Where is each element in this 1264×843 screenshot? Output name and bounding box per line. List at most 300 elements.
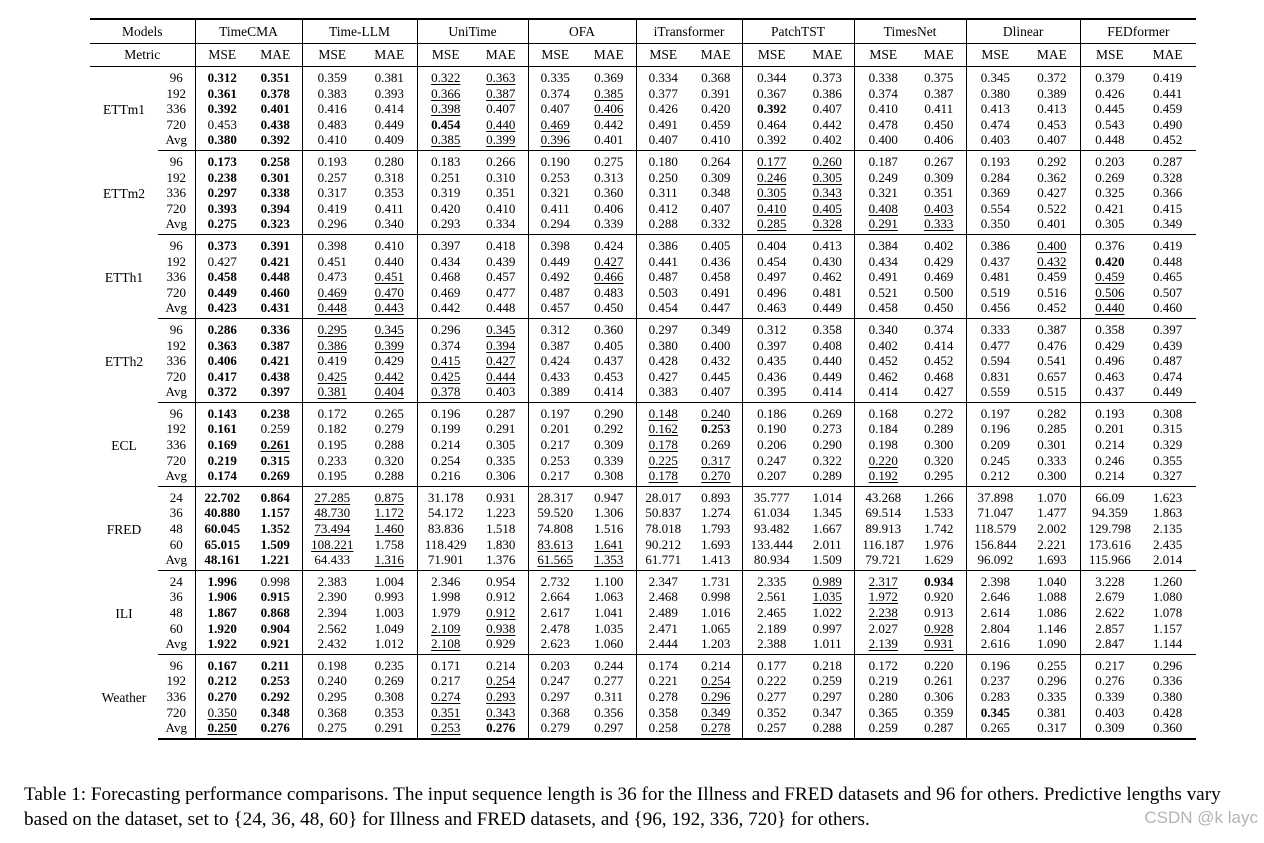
mse-cell <box>742 185 801 201</box>
mae-cell <box>582 353 636 369</box>
mse-cell <box>854 468 912 486</box>
cell-value: 0.410 <box>868 101 898 117</box>
mse-cell <box>528 720 582 739</box>
mse-cell <box>195 353 249 369</box>
cell-value: 0.311 <box>594 688 624 704</box>
mse-cell <box>966 86 1024 102</box>
mse-cell <box>854 86 912 102</box>
cell-value: 0.469 <box>317 284 347 300</box>
cell-value: 0.404 <box>374 384 404 400</box>
cell-value: 1.080 <box>1152 589 1183 605</box>
cell-value: 1.157 <box>1152 620 1183 636</box>
mae-cell <box>690 486 742 505</box>
mae-cell <box>582 201 636 217</box>
mse-cell <box>966 589 1024 605</box>
mae-cell <box>1024 201 1080 217</box>
cell-value: 0.912 <box>486 605 516 620</box>
mae-cell <box>249 269 302 285</box>
cell-value: 0.196 <box>980 657 1010 673</box>
cell-value: 0.521 <box>868 284 898 300</box>
cell-value: 1.004 <box>374 573 404 589</box>
mae-cell <box>801 285 854 301</box>
cell-value: 0.391 <box>260 237 290 253</box>
cell-value: 0.296 <box>431 321 461 337</box>
cell-value: 1.906 <box>207 589 237 605</box>
dataset-group-etth1 <box>90 234 1196 318</box>
cell-value: 0.198 <box>868 437 898 453</box>
mae-cell <box>912 318 966 337</box>
mae-cell <box>474 689 528 705</box>
cell-value: 0.168 <box>868 405 898 421</box>
mse-cell <box>854 101 912 117</box>
cell-value: 0.238 <box>260 405 290 421</box>
mse-cell <box>528 437 582 453</box>
cell-value: 0.199 <box>431 421 461 437</box>
mae-cell <box>582 216 636 234</box>
cell-value: 0.448 <box>317 300 347 316</box>
mae-cell <box>801 132 854 150</box>
mse-cell <box>528 468 582 486</box>
mae-cell <box>362 654 417 673</box>
cell-value: 0.327 <box>1152 468 1183 484</box>
cell-value: 0.280 <box>374 153 404 169</box>
cell-value: 0.306 <box>924 688 954 704</box>
cell-value: 0.418 <box>486 237 516 253</box>
cell-value: 0.369 <box>980 185 1010 201</box>
mse-cell <box>636 552 690 570</box>
cell-value: 0.386 <box>317 337 347 353</box>
cell-value: 40.880 <box>204 505 241 521</box>
horizon-label: 24 <box>158 570 195 589</box>
mae-cell <box>912 453 966 469</box>
header-row-metrics <box>90 44 1196 67</box>
dataset-group-ettm1 <box>90 67 1196 151</box>
mse-cell <box>302 468 362 486</box>
mae-cell <box>249 150 302 169</box>
cell-value: 0.276 <box>486 720 516 736</box>
cell-value: 0.392 <box>757 132 787 148</box>
mae-cell <box>474 720 528 739</box>
cell-value: 0.280 <box>868 688 898 704</box>
mse-cell <box>417 654 474 673</box>
results-table-container <box>90 18 1196 740</box>
mae-cell <box>801 505 854 521</box>
mse-cell <box>854 437 912 453</box>
cell-value: 0.407 <box>486 101 516 117</box>
dataset-label: ETTh1 <box>104 270 144 286</box>
cell-value: 0.429 <box>374 353 404 369</box>
mae-cell <box>690 505 742 521</box>
cell-value: 1.920 <box>207 620 237 636</box>
mse-cell <box>1080 505 1139 521</box>
mae-cell <box>474 185 528 201</box>
mae-cell <box>1024 486 1080 505</box>
cell-value: 0.413 <box>812 237 842 253</box>
cell-value: 0.297 <box>648 321 678 337</box>
mse-cell <box>417 234 474 253</box>
cell-value: 0.412 <box>648 200 678 216</box>
cell-value: 0.474 <box>1152 368 1183 384</box>
mae-cell <box>362 521 417 537</box>
mse-cell <box>966 570 1024 589</box>
model-header-fedformer: FEDformer <box>1080 19 1196 44</box>
cell-value: 2.489 <box>648 605 678 620</box>
cell-value: 0.300 <box>924 437 954 453</box>
cell-value: 0.225 <box>648 452 678 468</box>
cell-value: 59.520 <box>537 505 574 521</box>
table-row <box>90 570 1196 589</box>
cell-value: 0.339 <box>1095 688 1125 704</box>
mae-cell <box>912 486 966 505</box>
cell-value: 1.922 <box>207 636 237 652</box>
cell-value: 0.375 <box>924 70 954 85</box>
table-row <box>90 421 1196 437</box>
cell-value: 0.308 <box>374 688 404 704</box>
cell-value: 0.284 <box>980 169 1010 185</box>
cell-value: 0.411 <box>540 200 570 216</box>
mae-cell <box>362 300 417 318</box>
cell-value: 1.157 <box>260 505 290 521</box>
mse-cell <box>302 369 362 385</box>
mae-cell <box>690 86 742 102</box>
cell-value: 0.278 <box>648 688 678 704</box>
cell-value: 0.414 <box>924 337 954 353</box>
cell-value: 78.018 <box>645 521 682 537</box>
mae-cell <box>474 353 528 369</box>
mse-cell <box>742 269 801 285</box>
horizon-label: Avg <box>158 216 195 234</box>
mae-cell <box>801 673 854 689</box>
mae-cell <box>249 621 302 637</box>
cell-value: 0.438 <box>260 368 290 384</box>
cell-value: 0.395 <box>757 384 787 400</box>
cell-value: 0.247 <box>757 452 787 468</box>
cell-value: 0.875 <box>374 489 404 505</box>
cell-value: 0.269 <box>374 673 404 689</box>
mae-cell <box>474 421 528 437</box>
metric-mse-header: MSE <box>417 44 474 67</box>
cell-value: 0.425 <box>431 368 461 384</box>
cell-value: 0.399 <box>486 132 516 148</box>
cell-value: 0.360 <box>594 321 624 337</box>
model-header-itransformer: iTransformer <box>636 19 742 44</box>
mse-cell <box>195 537 249 553</box>
cell-value: 0.306 <box>486 468 516 484</box>
mse-cell <box>966 453 1024 469</box>
cell-value: 0.379 <box>1095 70 1125 85</box>
mae-cell <box>801 636 854 654</box>
cell-value: 0.381 <box>1037 704 1067 720</box>
cell-value: 0.487 <box>1152 353 1183 369</box>
cell-value: 0.367 <box>757 85 787 101</box>
cell-value: 0.439 <box>486 253 516 269</box>
mae-cell <box>1024 570 1080 589</box>
mse-cell <box>636 338 690 354</box>
cell-value: 0.338 <box>260 185 290 201</box>
mse-cell <box>302 705 362 721</box>
cell-value: 0.437 <box>1095 384 1125 400</box>
mae-cell <box>1139 689 1196 705</box>
cell-value: 94.359 <box>1091 505 1128 521</box>
cell-value: 0.285 <box>1037 421 1067 437</box>
table-row <box>90 621 1196 637</box>
cell-value: 0.400 <box>701 337 731 353</box>
mae-cell <box>690 269 742 285</box>
table-row <box>90 486 1196 505</box>
mse-cell <box>302 201 362 217</box>
cell-value: 0.407 <box>540 101 570 117</box>
mse-cell <box>195 254 249 270</box>
cell-value: 0.410 <box>757 200 787 216</box>
cell-value: 0.442 <box>431 300 461 316</box>
metric-mae-header: MAE <box>801 44 854 67</box>
mse-cell <box>528 486 582 505</box>
mse-cell <box>854 589 912 605</box>
mae-cell <box>362 86 417 102</box>
cell-value: 1.260 <box>1152 573 1183 589</box>
cell-value: 0.259 <box>260 421 290 437</box>
cell-value: 1.742 <box>924 521 954 537</box>
cell-value: 0.214 <box>486 657 516 673</box>
cell-value: 1.345 <box>812 505 842 521</box>
cell-value: 116.187 <box>862 536 905 552</box>
mse-cell <box>195 705 249 721</box>
cell-value: 0.321 <box>868 185 898 201</box>
cell-value: 0.426 <box>1095 85 1125 101</box>
mse-cell <box>195 117 249 133</box>
table-row <box>90 705 1196 721</box>
mse-cell <box>195 453 249 469</box>
cell-value: 0.272 <box>924 405 954 421</box>
cell-value: 90.212 <box>645 536 682 552</box>
cell-value: 0.320 <box>924 452 954 468</box>
cell-value: 0.206 <box>757 437 787 453</box>
mae-cell <box>1139 201 1196 217</box>
cell-value: 0.312 <box>757 321 787 337</box>
cell-value: 0.190 <box>540 153 570 169</box>
cell-value: 0.291 <box>486 421 516 437</box>
mae-cell <box>249 402 302 421</box>
mae-cell <box>474 269 528 285</box>
mae-cell <box>912 300 966 318</box>
table-row <box>90 101 1196 117</box>
horizon-label: 60 <box>158 621 195 637</box>
horizon-label: Avg <box>158 720 195 739</box>
mae-cell <box>1024 269 1080 285</box>
cell-value: 0.387 <box>486 85 516 101</box>
cell-value: 0.442 <box>594 116 624 132</box>
cell-value: 0.380 <box>207 132 237 148</box>
cell-value: 0.421 <box>260 253 290 269</box>
cell-value: 0.312 <box>540 321 570 337</box>
mse-cell <box>1080 402 1139 421</box>
cell-value: 0.459 <box>1095 269 1125 285</box>
mse-cell <box>966 117 1024 133</box>
cell-value: 1.376 <box>486 552 516 568</box>
cell-value: 0.214 <box>1095 437 1125 453</box>
mse-cell <box>636 201 690 217</box>
mae-cell <box>690 132 742 150</box>
cell-value: 0.483 <box>594 284 624 300</box>
cell-value: 1.060 <box>594 636 624 652</box>
mse-cell <box>302 234 362 253</box>
cell-value: 0.491 <box>701 284 731 300</box>
mae-cell <box>1139 654 1196 673</box>
mse-cell <box>854 132 912 150</box>
cell-value: 129.798 <box>1088 521 1131 537</box>
mae-cell <box>801 402 854 421</box>
cell-value: 48.161 <box>204 552 241 568</box>
mse-cell <box>854 605 912 621</box>
cell-value: 1.667 <box>812 521 842 537</box>
mse-cell <box>742 369 801 385</box>
cell-value: 0.177 <box>757 657 787 673</box>
mae-cell <box>690 318 742 337</box>
cell-value: 79.721 <box>865 552 902 568</box>
cell-value: 2.478 <box>540 620 570 636</box>
mse-cell <box>528 673 582 689</box>
mae-cell <box>690 453 742 469</box>
cell-value: 0.398 <box>431 101 461 117</box>
mse-cell <box>854 421 912 437</box>
mae-cell <box>249 486 302 505</box>
cell-value: 0.380 <box>648 337 678 353</box>
mse-cell <box>302 589 362 605</box>
metric-mae-header: MAE <box>362 44 417 67</box>
mse-cell <box>528 285 582 301</box>
cell-value: 0.415 <box>1152 200 1183 216</box>
mae-cell <box>362 170 417 186</box>
cell-value: 0.355 <box>1152 452 1183 468</box>
mse-cell <box>742 570 801 589</box>
mse-cell <box>966 67 1024 86</box>
horizon-label: 60 <box>158 537 195 553</box>
mae-cell <box>912 589 966 605</box>
cell-value: 1.022 <box>812 605 842 620</box>
mae-cell <box>582 486 636 505</box>
mse-cell <box>417 353 474 369</box>
mse-cell <box>966 537 1024 553</box>
mae-cell <box>690 468 742 486</box>
cell-value: 1.830 <box>486 536 516 552</box>
mae-cell <box>690 216 742 234</box>
mse-cell <box>636 505 690 521</box>
cell-value: 0.245 <box>980 452 1010 468</box>
cell-value: 0.402 <box>924 237 954 253</box>
mae-cell <box>474 605 528 621</box>
cell-value: 0.989 <box>812 573 842 589</box>
mse-cell <box>417 673 474 689</box>
cell-value: 0.998 <box>701 589 731 605</box>
cell-value: 2.398 <box>980 573 1010 589</box>
mse-cell <box>195 132 249 150</box>
cell-value: 0.445 <box>1095 101 1125 117</box>
cell-value: 0.294 <box>540 216 570 232</box>
mae-cell <box>249 254 302 270</box>
horizon-label: 96 <box>158 654 195 673</box>
cell-value: 0.491 <box>648 116 678 132</box>
cell-value: 108.221 <box>311 536 354 552</box>
mse-cell <box>636 216 690 234</box>
mse-cell <box>854 254 912 270</box>
horizon-label: Avg <box>158 300 195 318</box>
mse-cell <box>302 605 362 621</box>
cell-value: 1.316 <box>374 552 404 568</box>
table-row <box>90 353 1196 369</box>
cell-value: 2.732 <box>540 573 570 589</box>
mae-cell <box>249 589 302 605</box>
cell-value: 0.383 <box>317 85 347 101</box>
cell-value: 1.035 <box>594 620 624 636</box>
metric-mse-header: MSE <box>302 44 362 67</box>
cell-value: 89.913 <box>865 521 902 537</box>
dataset-group-ettm2 <box>90 150 1196 234</box>
cell-value: 0.400 <box>1037 237 1067 253</box>
cell-value: 0.430 <box>812 253 842 269</box>
cell-value: 0.458 <box>868 300 898 316</box>
cell-value: 0.406 <box>924 132 954 148</box>
cell-value: 118.429 <box>424 536 467 552</box>
mae-cell <box>362 552 417 570</box>
cell-value: 0.287 <box>486 405 516 421</box>
horizon-label: 96 <box>158 234 195 253</box>
cell-value: 0.257 <box>757 720 787 736</box>
cell-value: 71.901 <box>427 552 464 568</box>
mae-cell <box>249 300 302 318</box>
cell-value: 73.494 <box>314 521 351 537</box>
mae-cell <box>912 150 966 169</box>
mae-cell <box>249 552 302 570</box>
table-row <box>90 170 1196 186</box>
cell-value: 1.003 <box>374 605 404 620</box>
mse-cell <box>742 437 801 453</box>
mae-cell <box>801 689 854 705</box>
cell-value: 0.260 <box>812 153 842 169</box>
cell-value: 0.278 <box>701 720 731 736</box>
cell-value: 65.015 <box>204 536 241 552</box>
mae-cell <box>474 453 528 469</box>
cell-value: 0.238 <box>207 169 237 185</box>
cell-value: 2.390 <box>317 589 347 605</box>
mae-cell <box>801 621 854 637</box>
cell-value: 0.308 <box>1152 405 1183 421</box>
mse-cell <box>636 621 690 637</box>
mae-cell <box>1024 170 1080 186</box>
mae-cell <box>1024 552 1080 570</box>
mae-cell <box>362 216 417 234</box>
mse-cell <box>528 369 582 385</box>
cell-value: 2.617 <box>540 605 570 620</box>
mse-cell <box>854 384 912 402</box>
mae-cell <box>474 201 528 217</box>
cell-value: 0.258 <box>648 720 678 736</box>
cell-value: 0.308 <box>594 468 624 484</box>
cell-value: 0.335 <box>486 452 516 468</box>
mse-cell <box>1080 132 1139 150</box>
cell-value: 1.352 <box>260 521 290 537</box>
mse-cell <box>528 338 582 354</box>
horizon-label: Avg <box>158 552 195 570</box>
cell-value: 0.290 <box>594 405 624 421</box>
mae-cell <box>801 369 854 385</box>
cell-value: 0.473 <box>317 269 347 285</box>
mae-cell <box>362 570 417 589</box>
cell-value: 0.398 <box>540 237 570 253</box>
mae-cell <box>912 621 966 637</box>
cell-value: 0.464 <box>757 116 787 132</box>
mae-cell <box>582 185 636 201</box>
mse-cell <box>302 101 362 117</box>
